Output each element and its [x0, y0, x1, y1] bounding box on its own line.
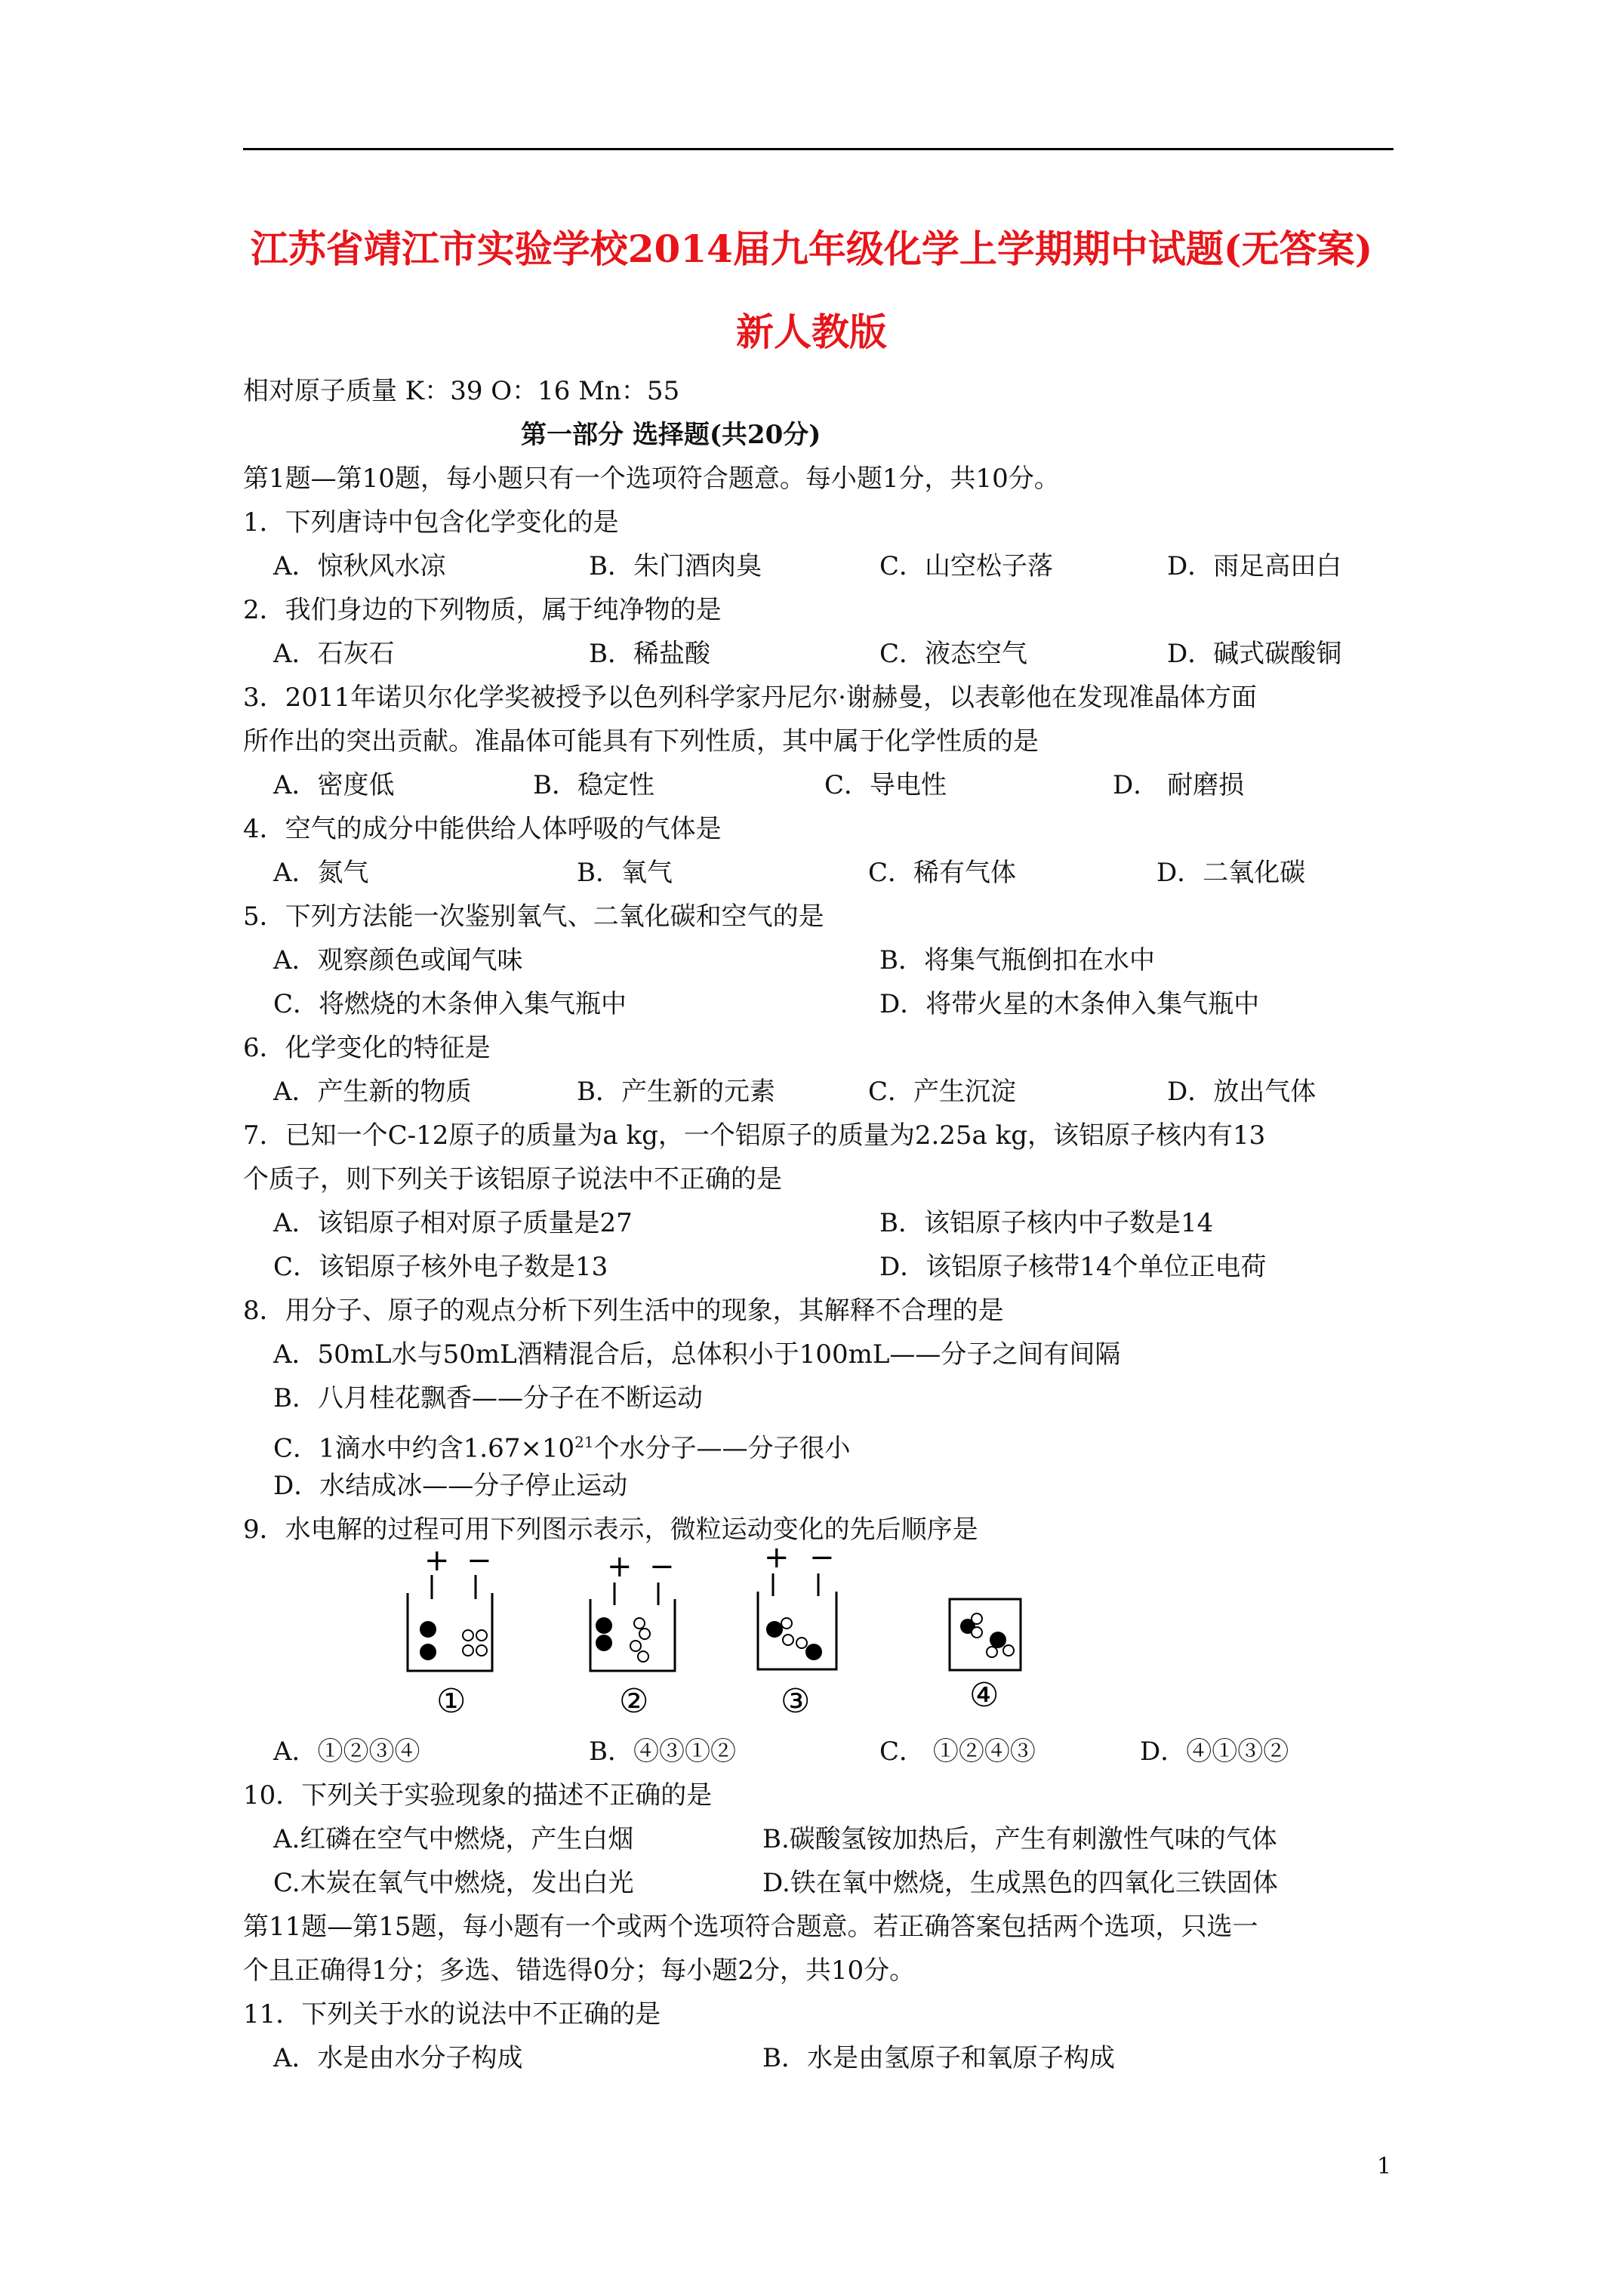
- atomic-mass-line: 相对原子质量 K：39 O：16 Mn：55: [243, 376, 680, 406]
- beaker-3: [758, 1546, 836, 1720]
- beaker-2-plus-sign: +: [607, 1549, 633, 1584]
- q8-option-c: [273, 1427, 851, 1463]
- instruction-2-line-1: 第11题—第15题，每小题有一个或两个选项符合题意。若正确答案包括两个选项，只选一: [243, 1912, 1258, 1942]
- q3-stem-2: 所作出的突出贡献。准晶体可能具有下列性质，其中属于化学性质的是: [243, 726, 1039, 757]
- q6-option-a: A．产生新的物质: [273, 1077, 472, 1107]
- q2-option-d: D．碱式碳酸铜: [1167, 639, 1342, 669]
- q8-option-c-post: 个水分子——分子很小: [593, 1433, 851, 1464]
- q6-option-c: C．产生沉淀: [868, 1077, 1017, 1107]
- instruction-2-line-2: 个且正确得1分；多选、错选得0分；每小题2分，共10分。: [243, 1955, 916, 1986]
- beaker-2-label: ②: [619, 1682, 649, 1720]
- q5-stem: 5．下列方法能一次鉴别氧气、二氧化碳和空气的是: [243, 901, 824, 932]
- q10-option-a: A.红磷在空气中燃烧，产生白烟: [273, 1824, 634, 1854]
- header-rule: [243, 148, 1394, 150]
- q8-option-a: A．50mL水与50mL酒精混合后，总体积小于100mL——分子之间有间隔: [273, 1339, 1121, 1370]
- q2-stem: 2．我们身边的下列物质，属于纯净物的是: [243, 595, 722, 625]
- q3-option-c: C．导电性: [824, 770, 947, 800]
- beaker-1-plus-sign: +: [424, 1546, 450, 1578]
- q7-option-b: B．该铝原子核内中子数是14: [879, 1208, 1214, 1238]
- q10-option-b: B.碳酸氢铵加热后，产生有刺激性气味的气体: [762, 1824, 1277, 1854]
- q5-option-b: B．将集气瓶倒扣在水中: [879, 945, 1155, 975]
- q9-option-b: B．④③①②: [589, 1737, 736, 1767]
- q3-option-a: A．密度低: [273, 770, 395, 800]
- beaker-1: [408, 1546, 492, 1720]
- q1-stem: 1．下列唐诗中包含化学变化的是: [243, 507, 619, 538]
- q9-option-a: A．①②③④: [273, 1737, 420, 1767]
- q9-stem: 9．水电解的过程可用下列图示表示，微粒运动变化的先后顺序是: [243, 1515, 978, 1545]
- beaker-2: [590, 1549, 675, 1720]
- q11-option-a: A．水是由水分子构成: [273, 2043, 523, 2073]
- beaker-4: [950, 1599, 1021, 1715]
- q2-option-b: B．稀盐酸: [589, 639, 710, 669]
- q4-stem: 4．空气的成分中能供给人体呼吸的气体是: [243, 814, 722, 844]
- beaker-3-plus-sign: +: [764, 1546, 790, 1575]
- q2-option-a: A．石灰石: [273, 639, 395, 669]
- q1-option-d: D．雨足高田白: [1167, 551, 1342, 581]
- q7-option-d: D．该铝原子核带14个单位正电荷: [879, 1252, 1267, 1282]
- q11-option-b: B．水是由氢原子和氧原子构成: [762, 2043, 1115, 2073]
- q7-option-c: C．该铝原子核外电子数是13: [273, 1252, 608, 1282]
- q4-option-d: D．二氧化碳: [1156, 858, 1306, 888]
- q11-stem: 11．下列关于水的说法中不正确的是: [243, 1999, 661, 2029]
- electrolysis-diagram: [393, 1546, 1042, 1720]
- document-subtitle: 新人教版: [736, 310, 887, 354]
- q2-option-c: C．液态空气: [879, 639, 1028, 669]
- part1-heading: 第一部分 选择题(共20分): [521, 420, 821, 450]
- q5-option-a: A．观察颜色或闻气味: [273, 945, 523, 975]
- q9-option-d: D．④①③②: [1140, 1737, 1289, 1767]
- beaker-2-minus-sign: −: [649, 1549, 675, 1584]
- q5-option-d: D．将带火星的木条伸入集气瓶中: [879, 989, 1260, 1019]
- q6-option-b: B．产生新的元素: [577, 1077, 775, 1107]
- document-title: 江苏省靖江市实验学校2014届九年级化学上学期期中试题(无答案): [250, 227, 1373, 271]
- q3-stem-1: 3．2011年诺贝尔化学奖被授予以色列科学家丹尼尔·谢赫曼，以表彰他在发现准晶体方面: [243, 683, 1257, 713]
- q8-option-c-exponent: 21: [574, 1433, 594, 1451]
- q3-option-d: D． 耐磨损: [1113, 770, 1245, 800]
- q1-option-a: A．惊秋风水凉: [273, 551, 446, 581]
- beaker-1-label: ①: [436, 1682, 467, 1720]
- q8-option-c-pre: C．1滴水中约含1.67×10: [273, 1433, 575, 1464]
- q4-option-b: B．氧气: [577, 858, 673, 888]
- beaker-1-minus-sign: −: [467, 1546, 492, 1578]
- q4-option-c: C．稀有气体: [868, 858, 1017, 888]
- q10-option-d: D.铁在氧中燃烧，生成黑色的四氧化三铁固体: [762, 1868, 1278, 1898]
- q9-option-c: C． ①②④③: [879, 1737, 1036, 1767]
- q4-option-a: A．氮气: [273, 858, 369, 888]
- q7-stem-2: 个质子，则下列关于该铝原子说法中不正确的是: [243, 1164, 782, 1194]
- q1-option-b: B．朱门酒肉臭: [589, 551, 762, 581]
- q3-option-b: B．稳定性: [533, 770, 654, 800]
- q7-stem-1: 7．已知一个C-12原子的质量为a kg，一个铝原子的质量为2.25a kg，该铝原子核内有13: [243, 1120, 1266, 1151]
- q7-option-a: A．该铝原子相对原子质量是27: [273, 1208, 633, 1238]
- beaker-3-label: ③: [781, 1682, 811, 1720]
- q6-stem: 6．化学变化的特征是: [243, 1033, 491, 1063]
- q10-option-c: C.木炭在氧气中燃烧，发出白光: [273, 1868, 634, 1898]
- instruction-1: 第1题—第10题，每小题只有一个选项符合题意。每小题1分，共10分。: [243, 464, 1060, 494]
- beaker-4-label: ④: [969, 1676, 999, 1715]
- q10-stem: 10．下列关于实验现象的描述不正确的是: [243, 1780, 713, 1811]
- q1-option-c: C．山空松子落: [879, 551, 1054, 581]
- page-number: 1: [1377, 2153, 1392, 2180]
- q8-stem: 8．用分子、原子的观点分析下列生活中的现象，其解释不合理的是: [243, 1296, 1004, 1326]
- q8-option-b: B．八月桂花飘香——分子在不断运动: [273, 1383, 703, 1413]
- q8-option-d: D．水结成冰——分子停止运动: [273, 1471, 628, 1501]
- q5-option-c: C．将燃烧的木条伸入集气瓶中: [273, 989, 627, 1019]
- q6-option-d: D．放出气体: [1167, 1077, 1317, 1107]
- beaker-3-minus-sign: −: [809, 1546, 835, 1575]
